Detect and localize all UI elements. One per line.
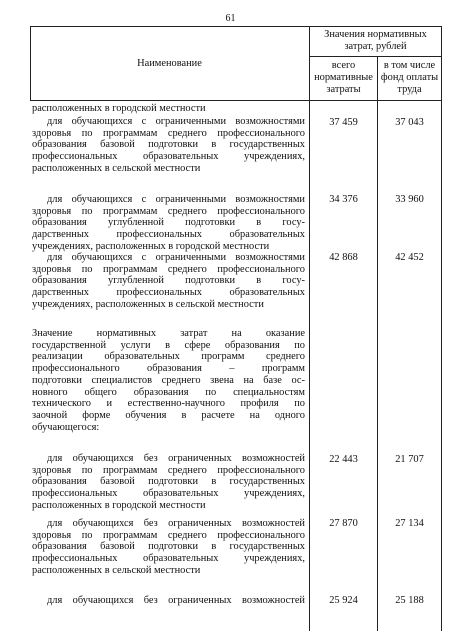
row-line: расположенных в сельской местности bbox=[32, 162, 201, 174]
row-line: дарственных профессиональных образовательных bbox=[32, 287, 305, 299]
row-line: профессиональных образовательных учреждениях, bbox=[32, 553, 305, 565]
row-payroll-value: 37 043 bbox=[395, 117, 424, 128]
row-line: для обучающихся с ограниченными возможностями bbox=[47, 194, 305, 205]
row-line: здоровья по программам среднего профессионального bbox=[32, 205, 305, 217]
row-line: новного общего образования по специальностям bbox=[32, 386, 305, 398]
values-column-divider bbox=[377, 56, 378, 631]
header-name-column: Наименование bbox=[137, 58, 202, 69]
row-total-value: 22 443 bbox=[329, 454, 358, 465]
page-number: 61 bbox=[225, 13, 236, 24]
row-line: расположенных в городской местности bbox=[32, 103, 206, 114]
row-line: для обучающихся с ограниченными возможностями bbox=[47, 252, 305, 263]
row-line: учреждениях, расположенных в городской местности bbox=[32, 240, 270, 252]
row-payroll-value: 21 707 bbox=[395, 454, 424, 465]
header-bottom-border bbox=[30, 100, 442, 101]
row-description bbox=[32, 103, 305, 115]
row-line: для обучающихся без ограниченных возможностей bbox=[47, 518, 305, 529]
row-line: профессионального образования – программ bbox=[32, 363, 305, 375]
row-line: подготовки специалистов среднего звена на базе ос- bbox=[32, 374, 305, 386]
row-line: учреждениях, расположенных в сельской местности bbox=[32, 298, 264, 310]
row-total-value: 25 924 bbox=[329, 595, 358, 606]
row-line: профессиональных образовательных учреждениях, bbox=[32, 151, 305, 163]
row-line: для обучающихся без ограниченных возможностей bbox=[47, 595, 305, 606]
row-line: здоровья по программам среднего профессионального bbox=[32, 529, 305, 541]
row-line: дарственных профессиональных образовательных bbox=[32, 229, 305, 241]
row-description bbox=[32, 453, 305, 512]
header-total-line: нормативные bbox=[314, 72, 373, 84]
row-payroll-value: 42 452 bbox=[395, 252, 424, 263]
header-payroll-line: в том числе bbox=[383, 60, 436, 71]
table-top-border bbox=[30, 26, 442, 27]
row-line: здоровья по программам среднего профессионального bbox=[32, 464, 305, 476]
header-total-line: всего bbox=[331, 60, 356, 71]
row-description bbox=[32, 194, 305, 253]
row-payroll-value: 25 188 bbox=[395, 595, 424, 606]
row-description bbox=[32, 328, 305, 433]
header-values-line: Значения нормативных bbox=[324, 29, 427, 40]
row-line: профессиональных образовательных учреждениях, bbox=[32, 488, 305, 500]
row-line: государственной услуги в сфере образования по bbox=[32, 339, 305, 351]
row-total-value: 34 376 bbox=[329, 194, 358, 205]
row-line: Значение нормативных затрат на оказание bbox=[32, 328, 305, 339]
row-line: технического и естественно-научного профиля по bbox=[32, 398, 305, 410]
row-total-value: 27 870 bbox=[329, 518, 358, 529]
header-values-line: затрат, рублей bbox=[344, 41, 407, 53]
row-line: образования базовой подготовки в государственных bbox=[32, 541, 305, 553]
row-payroll-value: 33 960 bbox=[395, 194, 424, 205]
header-payroll-line: фонд оплаты bbox=[380, 72, 439, 84]
row-line: реализации образовательных программ среднего bbox=[32, 351, 305, 363]
row-payroll-value: 27 134 bbox=[395, 518, 424, 529]
row-line: здоровья по программам среднего профессионального bbox=[32, 263, 305, 275]
row-description bbox=[32, 518, 305, 577]
header-payroll-line: труда bbox=[397, 84, 422, 96]
row-description bbox=[32, 252, 305, 311]
row-line: расположенных в сельской местности bbox=[32, 564, 201, 576]
row-total-value: 37 459 bbox=[329, 117, 358, 128]
row-description bbox=[32, 116, 305, 175]
row-line: образования базовой подготовки в государственных bbox=[32, 139, 305, 151]
row-line: заочной форме обучения в расчете на одного bbox=[32, 409, 305, 421]
header-total-column bbox=[309, 60, 378, 97]
header-payroll-column bbox=[377, 60, 442, 97]
row-line: для обучающихся без ограниченных возможностей bbox=[47, 453, 305, 464]
row-line: образования углубленной подготовки в госу- bbox=[32, 217, 305, 229]
row-line: здоровья по программам среднего профессионального bbox=[32, 127, 305, 139]
row-line: образования базовой подготовки в государственных bbox=[32, 476, 305, 488]
row-total-value: 42 868 bbox=[329, 252, 358, 263]
row-line: для обучающихся с ограниченными возможностями bbox=[47, 116, 305, 127]
header-values-group bbox=[309, 29, 442, 53]
row-line: расположенных в городской местности bbox=[32, 499, 206, 511]
row-description bbox=[32, 595, 305, 607]
header-values-divider bbox=[309, 56, 442, 57]
row-line: образования углубленной подготовки в госу- bbox=[32, 275, 305, 287]
header-total-line: затраты bbox=[326, 84, 361, 96]
row-line: обучающегося: bbox=[32, 421, 100, 433]
